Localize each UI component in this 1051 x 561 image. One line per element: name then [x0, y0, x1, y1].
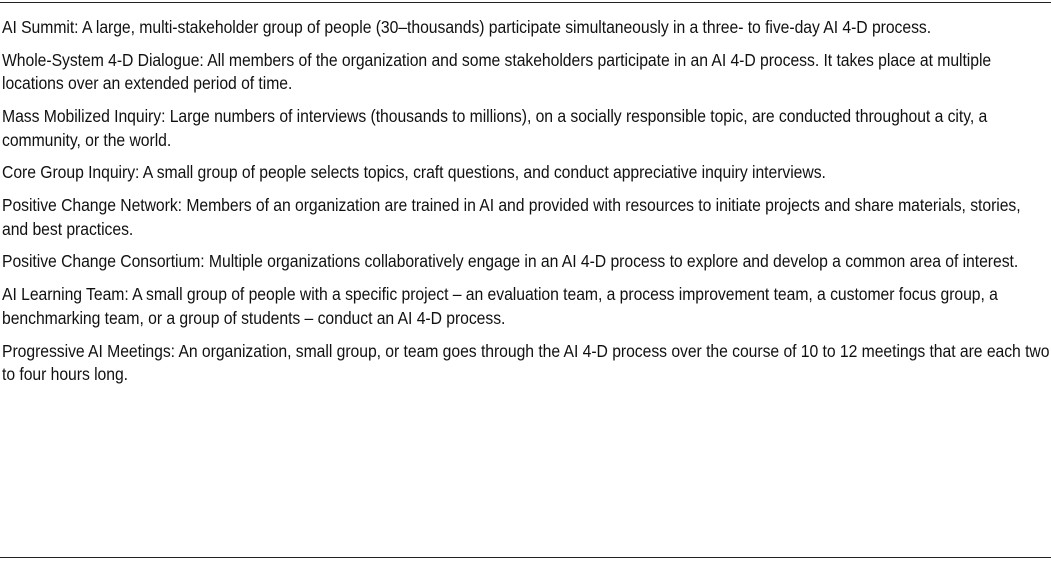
entry-positive-change-network: Positive Change Network: Members of an organization are trained in AI and provided with resources to initiate projects and share materials, stories, and best practices.	[2, 195, 1021, 239]
entry-ai-learning-team: AI Learning Team: A small group of people with a specific project – an evaluation team, a process improvement team, a customer focus group, a benchmarking team, or a group of students – conduct an AI 4-D process.	[2, 284, 998, 328]
entry-progressive-ai-meetings: Progressive AI Meetings: An organization, small group, or team goes through the AI 4-D process over the course of 10 to 12 meetings that are each two to four hours long.	[2, 340, 1050, 385]
entry-whole-system-dialogue: Whole-System 4-D Dialogue: All members of the organization and some stakeholders participate in an AI 4-D process. It takes place at multiple locations over an extended period of time.	[2, 49, 992, 94]
entry-ai-summit: AI Summit: A large, multi-stakeholder group of people (30–thousands) participate simultaneously in a three- to five-day AI 4-D process.	[2, 17, 932, 37]
entry-positive-change-consortium: Positive Change Consortium: Multiple organizations collaboratively engage in an AI 4-D process to explore and develop a common area of interest.	[2, 251, 1019, 272]
entry-list	[2, 16, 1050, 396]
entry-core-group-inquiry: Core Group Inquiry: A small group of people selects topics, craft questions, and conduct appreciative inquiry interviews.	[2, 162, 826, 183]
bottom-rule	[0, 557, 1051, 558]
entry-mass-mobilized-inquiry: Mass Mobilized Inquiry: Large numbers of interviews (thousands to millions), on a socially responsible topic, are conducted throughout a city, a community, or the world.	[2, 106, 988, 150]
top-rule	[0, 2, 1051, 3]
